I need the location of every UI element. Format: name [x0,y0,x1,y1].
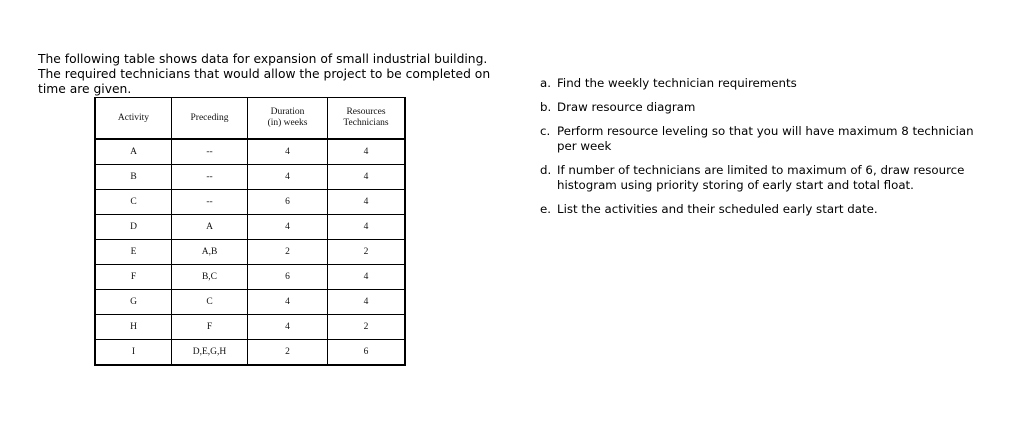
question-label: b. [540,100,552,114]
cell-resources: 6 [328,340,406,366]
header-resources-label: Resources [346,107,386,117]
cell-resources: 2 [328,240,406,265]
question-item [540,163,980,193]
problem-intro [38,52,491,97]
header-activity [95,98,172,140]
cell-activity: F [95,265,172,290]
question-label: a. [540,76,551,90]
cell-preceding: -- [172,139,248,165]
table-row [95,165,405,190]
question-text: Find the weekly technician requirements [557,76,797,90]
table-row [95,340,405,366]
question-item [540,202,980,217]
activity-table [94,97,406,366]
cell-duration: 6 [248,265,328,290]
cell-activity: G [95,290,172,315]
question-text: List the activities and their scheduled early start date. [557,202,878,216]
cell-activity: A [95,139,172,165]
cell-duration: 4 [248,215,328,240]
question-item [540,124,980,154]
cell-resources: 2 [328,315,406,340]
header-duration-label: Duration [270,107,305,117]
cell-resources: 4 [328,215,406,240]
cell-resources: 4 [328,139,406,165]
header-resources-unit: Technicians [343,118,389,128]
cell-activity: D [95,215,172,240]
table-header-row [95,98,405,140]
cell-resources: 4 [328,190,406,215]
question-list [540,76,980,226]
question-label: c. [540,124,551,138]
cell-preceding: C [172,290,248,315]
cell-duration: 4 [248,139,328,165]
header-duration-unit: (in) weeks [267,118,308,128]
table-row [95,215,405,240]
intro-line-2: The required technicians that would allow the project to be completed on [38,67,491,81]
cell-activity: H [95,315,172,340]
table-row [95,240,405,265]
cell-duration: 4 [248,290,328,315]
cell-preceding: B,C [172,265,248,290]
header-duration [248,98,328,140]
header-activity-label: Activity [117,112,150,123]
cell-preceding: D,E,G,H [172,340,248,366]
question-text: Perform resource leveling so that you will have maximum 8 technician per week [557,124,974,153]
cell-activity: I [95,340,172,366]
cell-duration: 4 [248,315,328,340]
cell-preceding: -- [172,165,248,190]
question-label: d. [540,163,552,177]
cell-activity: B [95,165,172,190]
question-text: Draw resource diagram [557,100,696,114]
table-row [95,315,405,340]
intro-line-3: time are given. [38,82,132,96]
question-label: e. [540,202,552,216]
header-preceding [172,98,248,140]
header-preceding-label: Preceding [190,112,229,123]
cell-resources: 4 [328,290,406,315]
cell-duration: 6 [248,190,328,215]
cell-duration: 2 [248,240,328,265]
cell-preceding: A,B [172,240,248,265]
cell-activity: C [95,190,172,215]
cell-activity: E [95,240,172,265]
intro-line-1: The following table shows data for expansion of small industrial building. [38,52,488,66]
cell-preceding: F [172,315,248,340]
cell-preceding: A [172,215,248,240]
question-item [540,76,980,91]
cell-resources: 4 [328,165,406,190]
header-resources [328,98,406,140]
cell-duration: 4 [248,165,328,190]
cell-resources: 4 [328,265,406,290]
cell-duration: 2 [248,340,328,366]
table-row [95,290,405,315]
table-row [95,265,405,290]
question-text: If number of technicians are limited to maximum of 6, draw resource histogram using priority storing of early start and total float. [557,163,965,192]
table-row [95,139,405,165]
question-item [540,100,980,115]
cell-preceding: -- [172,190,248,215]
table-row [95,190,405,215]
